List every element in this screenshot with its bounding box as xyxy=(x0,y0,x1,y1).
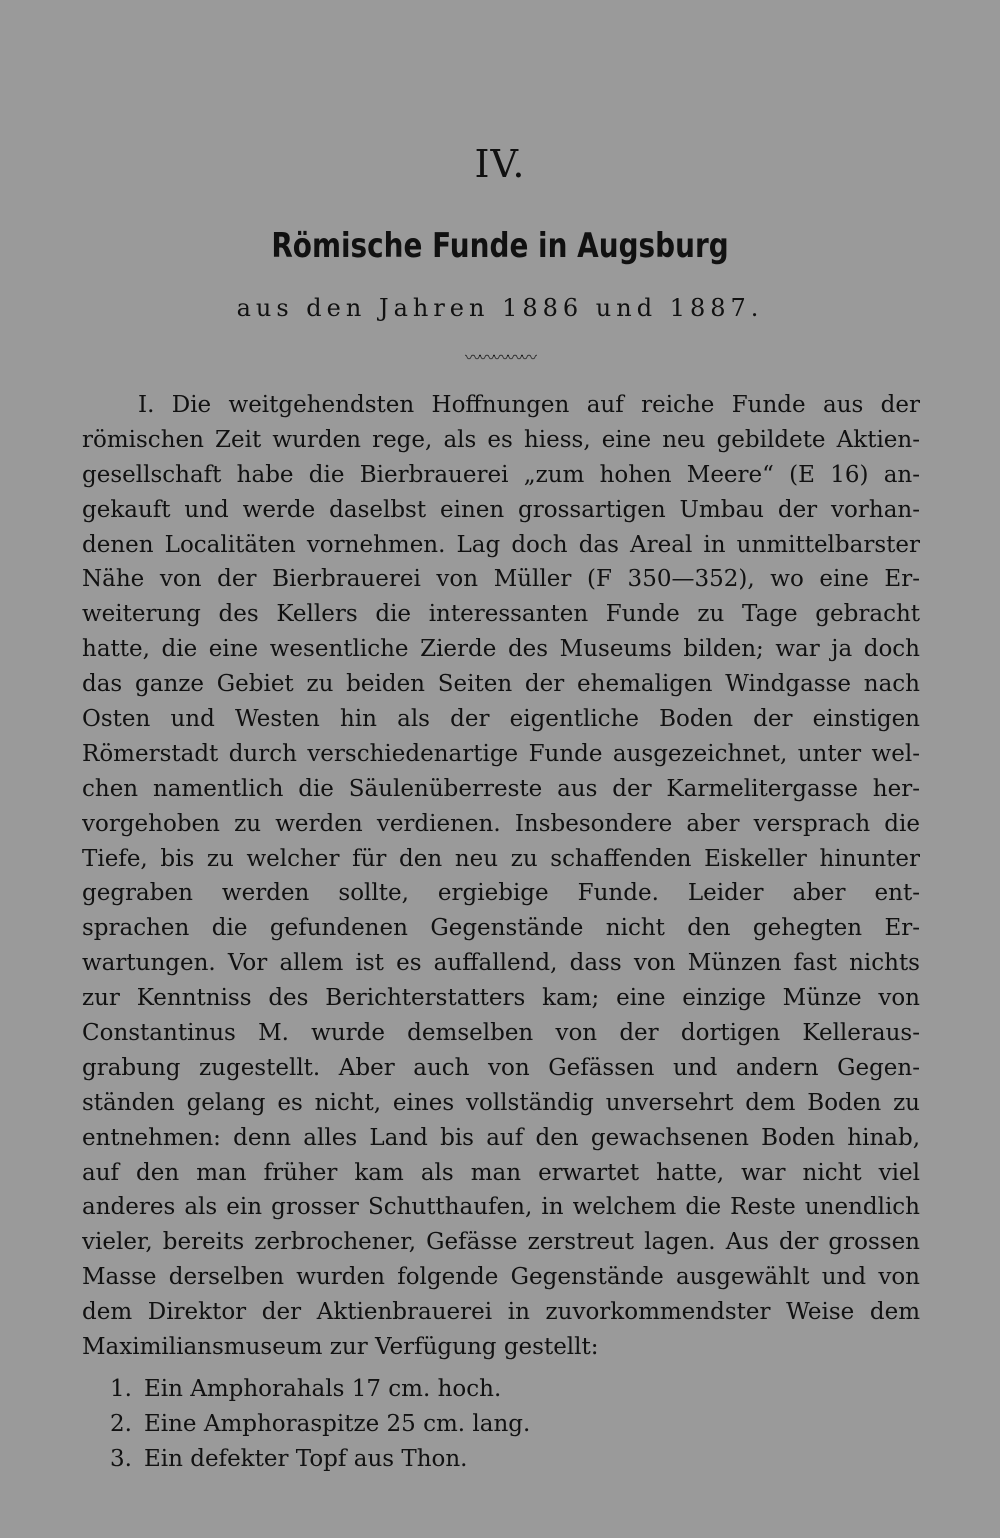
ornament-divider: 〰〰〰〰〰 xyxy=(464,348,535,367)
list-item xyxy=(110,1372,810,1407)
list-item-number: 3. xyxy=(110,1446,132,1472)
text-line: Römerstadt durch verschiedenartige Funde ausgezeichnet, unter wel- xyxy=(82,740,920,767)
text-line: entnehmen: denn alles Land bis auf den gewachsenen Boden hinab, xyxy=(82,1124,920,1151)
item-list xyxy=(110,1372,810,1477)
text-line: Osten und Westen hin als der eigentliche Boden der einstigen xyxy=(82,706,920,733)
list-item-text: Ein Amphorahals 17 cm. hoch. xyxy=(143,1376,502,1402)
text-line: römischen Zeit wurden rege, als es hiess, eine neu gebildete Aktien- xyxy=(82,426,920,453)
text-line: denen Localitäten vornehmen. Lag doch das Areal in unmittelbarster xyxy=(82,531,920,558)
text-line: chen namentlich die Säulenüberreste aus der Karmelitergasse her- xyxy=(82,775,920,802)
list-item xyxy=(110,1442,810,1477)
list-item-number: 1. xyxy=(110,1376,132,1402)
text-line: sprachen die gefundenen Gegenstände nicht den gehegten Er- xyxy=(82,915,920,942)
text-line: Masse derselben wurden folgende Gegenstände ausgewählt und von xyxy=(82,1264,920,1291)
text-line: Tiefe, bis zu welcher für den neu zu schaffenden Eiskeller hinunter xyxy=(82,845,920,872)
list-item-text: Ein defekter Topf aus Thon. xyxy=(143,1446,468,1472)
text-line: Constantinus M. wurde demselben von der dortigen Kelleraus- xyxy=(82,1020,920,1047)
body-paragraph xyxy=(82,388,920,1365)
text-line: Nähe von der Bierbrauerei von Müller (F 350—352), wo eine Er- xyxy=(82,566,920,593)
text-line: anderes als ein grosser Schutthaufen, in welchem die Reste unendlich xyxy=(82,1194,920,1221)
text-line: vieler, bereits zerbrochener, Gefässe zerstreut lagen. Aus der grossen xyxy=(82,1229,920,1256)
list-item xyxy=(110,1407,810,1442)
text-line: zur Kenntniss des Berichterstatters kam; eine einzige Münze von xyxy=(82,985,920,1012)
text-line: wartungen. Vor allem ist es auffallend, dass von Münzen fast nichts xyxy=(82,950,920,977)
page-title: Römische Funde in Augsburg xyxy=(271,226,729,266)
text-line: ständen gelang es nicht, eines vollständig unversehrt dem Boden zu xyxy=(82,1089,920,1116)
text-line: gegraben werden sollte, ergiebige Funde. Leider aber ent- xyxy=(82,880,920,907)
text-line: vorgehoben zu werden verdienen. Insbesondere aber versprach die xyxy=(82,810,920,837)
text-line: dem Direktor der Aktienbrauerei in zuvorkommendster Weise dem xyxy=(82,1299,920,1326)
text-line: gesellschaft habe die Bierbrauerei „zum hohen Meere“ (E 16) an- xyxy=(82,461,920,488)
text-line: hatte, die eine wesentliche Zierde des Museums bilden; war ja doch xyxy=(82,636,920,663)
text-line: das ganze Gebiet zu beiden Seiten der ehemaligen Windgasse nach xyxy=(82,671,920,698)
text-line: grabung zugestellt. Aber auch von Gefässen und andern Gegen- xyxy=(82,1054,920,1081)
subtitle: aus den Jahren 1886 und 1887. xyxy=(236,294,764,322)
chapter-number: IV. xyxy=(474,142,526,186)
list-item-text: Eine Amphoraspitze 25 cm. lang. xyxy=(143,1411,531,1437)
text-line: gekauft und werde daselbst einen grossartigen Umbau der vorhan- xyxy=(82,496,920,523)
text-line: I. Die weitgehendsten Hoffnungen auf reiche Funde aus der xyxy=(138,392,920,418)
text-line: Maximiliansmuseum zur Verfügung gestellt: xyxy=(82,1334,599,1361)
text-line: auf den man früher kam als man erwartet hatte, war nicht viel xyxy=(82,1159,920,1186)
list-item-number: 2. xyxy=(110,1411,132,1437)
text-line: weiterung des Kellers die interessanten Funde zu Tage gebracht xyxy=(82,601,920,628)
